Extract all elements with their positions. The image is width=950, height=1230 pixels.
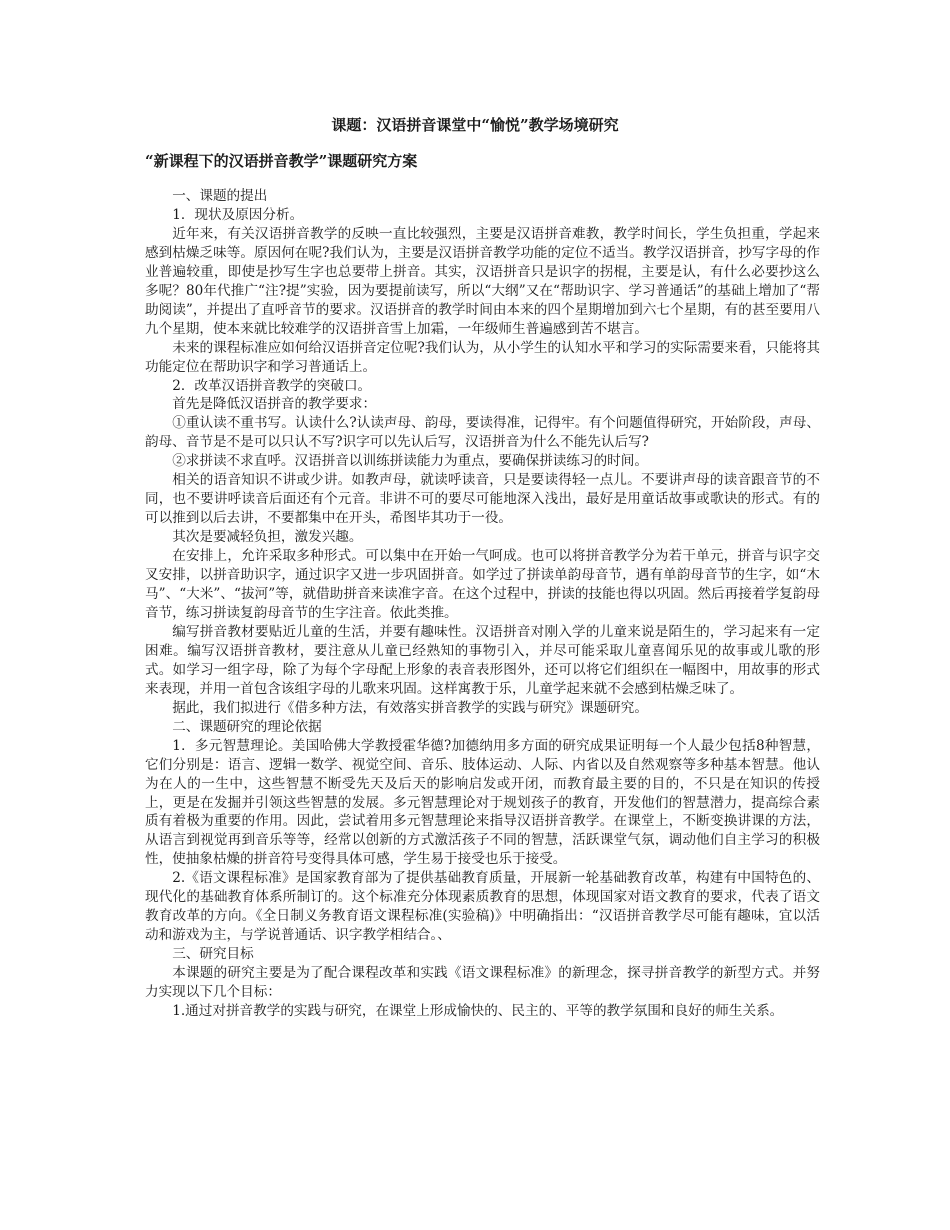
subheading-1-2: 2．改革汉语拼音教学的突破口。 (172, 377, 372, 394)
paragraph: 相关的语音知识不讲或少讲。如教声母，就读呼读音，只是要读得轻一点儿。不要讲声母的读音跟音节的不同，也不要讲呼读音后面还有个元音。非讲不可的要尽可能地深入浅出，最好是用童话故事或歌诀的形式。有的可以推到以后去讲，不要都集中在开头，希图毕其功于一役。 (145, 472, 820, 527)
paragraph: ②求拼读不求直呼。汉语拼音以训练拼读能力为重点，要确保拼读练习的时间。 (172, 453, 648, 470)
paragraph: 编写拼音教材要贴近儿童的生活，并要有趣味性。汉语拼音对刚入学的儿童来说是陌生的，学习起来有一定困难。编写汉语拼音教材，要注意从儿童已经熟知的事物引入，并尽可能采取儿童喜闻乐见的故事或儿歌的形式。如学习一组字母，除了为每个字母配上形象的表音表形图外，还可以将它们组织在一幅图中，用故事的形式来表现，并用一首包含该组字母的儿歌来巩固。这样寓教于乐，儿童学起来就不会感到枯燥乏味了。 (145, 623, 820, 697)
section-heading-3: 三、研究目标 (172, 946, 254, 963)
paragraph: 在安排上，允许采取多种形式。可以集中在开始一气呵成。也可以将拼音教学分为若干单元，拼音与识字交叉安排，以拼音助识字，通过识字又进一步巩固拼音。如学过了拼读单韵母音节，遇有单韵母音节的生字，如“木马”、“大米”、“拔河”等，就借助拼音来读准字音。在这个过程中，拼读的技能也得以巩固。然后再接着学复韵母音节，练习拼读复韵母音节的生字注音。依此类推。 (145, 548, 820, 621)
paragraph: 本课题的研究主要是为了配合课程改革和实践《语文课程标准》的新理念，探寻拼音教学的新型方式。并努力实现以下几个目标： (145, 965, 820, 1001)
paragraph: 未来的课程标准应如何给汉语拼音定位呢?我们认为，从小学生的认知水平和学习的实际需要来看，只能将其功能定位在帮助识字和学习普通话上。 (145, 339, 820, 375)
paragraph: 据此，我们拟进行《借多种方法，有效落实拼音教学的实践与研究》课题研究。 (172, 699, 648, 716)
paragraph: 1.通过对拼音教学的实践与研究，在课堂上形成愉快的、民主的、平等的教学氛围和良好的师生关系。 (172, 1002, 784, 1019)
paragraph: 2.《语文课程标准》是国家教育部为了提供基础教育质量，开展新一轮基础教育改革，构建有中国特色的、现代化的基础教育体系所制订的。这个标准充分体现素质教育的思想，体现国家对语文教育的要求，代表了语文教育改革的方向。《全日制义务教育语文课程标准(实验稿)》中明确指出：“汉语拼音教学尽可能有趣味，宜以活动和游戏为主，与学说普通话、识字教学相结合。、 (145, 870, 820, 944)
document-body (145, 187, 820, 1021)
paragraph: 1．多元智慧理论。美国哈佛大学教授霍华德?加德纳用多方面的研究成果证明每一个人最少包括8种智慧，它们分别是：语言、逻辑一数学、视觉空间、音乐、肢体运动、人际、内省以及自然观察等多种基本智慧。他认为在人的一生中，这些智慧不断受先天及后天的影响启发或开闭，而教育最主要的目的，不只是在知识的传授上，更是在发掘并引领这些智慧的发展。多元智慧理论对于规划孩子的教育，开发他们的智慧潜力，提高综合素质有着极为重要的作用。因此，尝试着用多元智慧理论来指导汉语拼音教学。在课堂上，不断变换讲课的方法，从语言到视觉再到音乐等等，经常以创新的方式激活孩子不同的智慧，活跃课堂气氛，调动他们自主学习的积极性，使抽象枯燥的拼音符号变得具体可感，学生易于接受也乐于接受。 (145, 737, 820, 868)
paragraph: 首先是降低汉语拼音的教学要求： (172, 396, 377, 413)
section-heading-1: 一、课题的提出 (172, 188, 268, 204)
paragraph: 近年来，有关汉语拼音教学的反映一直比较强烈，主要是汉语拼音难教，教学时间长，学生负担重，学起来感到枯燥乏味等。原因何在呢?我们认为，主要是汉语拼音教学功能的定位不适当。教学汉语拼音，抄写字母的作业普遍较重，即使是抄写生字也总要带上拼音。其实，汉语拼音只是识字的拐棍，主要是认，有什么必要抄这么多呢？80年代推广“注?提”实验，因为要提前读写，所以“大纲”又在“帮助识字、学习普通话”的基础上增加了“帮助阅读”，并提出了直呼音节的要求。汉语拼音的教学时间由本来的四个星期增加到六七个星期，有的甚至要用八九个星期，使本来就比较难学的汉语拼音雪上加霜，一年级师生普遍感到苦不堪言。 (145, 225, 820, 337)
document-title: 课题：汉语拼音课堂中“愉悦”教学场境研究 (331, 116, 619, 134)
section-heading-2: 二、课题研究的理论依据 (172, 718, 322, 735)
paragraph: ①重认读不重书写。认读什么?认读声母、韵母，要读得准，记得牢。有个问题值得研究，开始阶段，声母、韵母、音节是不是可以只认不写?识字可以先认后写，汉语拼音为什么不能先认后写? (145, 415, 820, 451)
subheading-1-1: 1．现状及原因分析。 (172, 206, 304, 223)
paragraph: 其次是要减轻负担，激发兴趣。 (172, 529, 363, 546)
document-subtitle: “新课程下的汉语拼音教学”课题研究方案 (145, 152, 418, 170)
